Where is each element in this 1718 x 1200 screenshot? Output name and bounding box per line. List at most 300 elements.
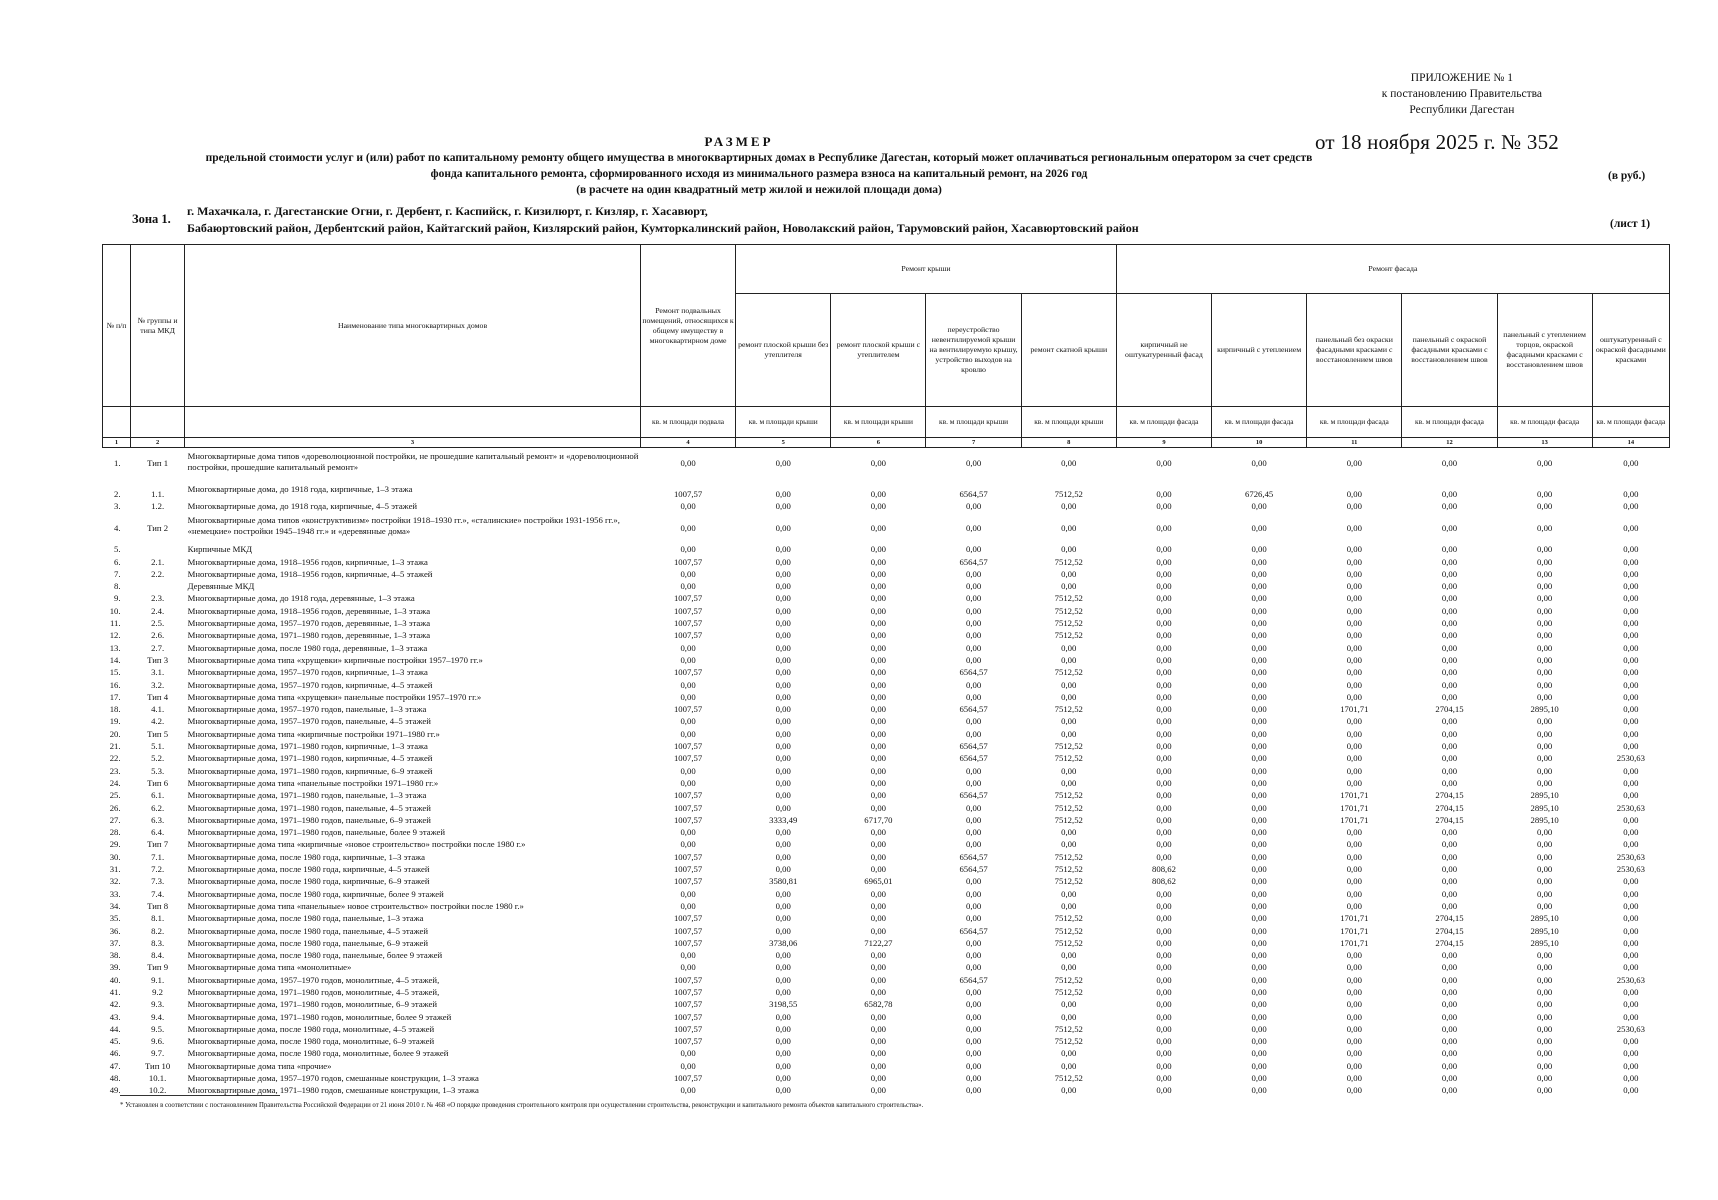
- row-number: 29.: [109, 839, 121, 850]
- row-name: Многоквартирные дома, 1971–1980 годов, кирпичные, 1–3 этажа: [187, 741, 428, 752]
- colnum: 5: [736, 438, 831, 448]
- row-number: 8.: [114, 581, 121, 592]
- row-value: 0,00: [1623, 814, 1639, 825]
- row-value: 2895,10: [1530, 790, 1559, 801]
- row-value: 1007,57: [673, 704, 703, 715]
- sheet-number: (лист 1): [1610, 218, 1651, 230]
- row-value: 0,00: [1623, 900, 1639, 911]
- row-name: Многоквартирные дома, 1971–1980 годов, монолитные, более 9 этажей: [187, 1011, 452, 1022]
- row-number: 1.: [114, 458, 121, 469]
- row-number: 15.: [109, 667, 121, 678]
- row-value: 0,00: [1537, 642, 1553, 653]
- row-value: 0,00: [1251, 544, 1267, 555]
- row-value: 0,00: [1537, 501, 1553, 511]
- row-group: 5.3.: [151, 765, 165, 776]
- row-value: 0,00: [680, 691, 696, 702]
- row-value: 0,00: [1441, 716, 1458, 727]
- row-value: 6564,57: [959, 851, 988, 862]
- row-value: 0,00: [775, 802, 791, 813]
- row-value: 0,00: [1251, 568, 1267, 579]
- row-value: 0,00: [1346, 593, 1362, 604]
- row-value: 0,00: [680, 900, 696, 911]
- row-value: 0,00: [870, 667, 886, 678]
- row-value: 0,00: [775, 986, 791, 997]
- row-value: 0,00: [1537, 728, 1553, 739]
- row-value: 0,00: [1346, 962, 1362, 973]
- row-name: Многоквартирные дома, 1971–1980 годов, монолитные, 6–9 этажей: [187, 999, 438, 1010]
- row-value: 0,00: [1441, 618, 1458, 629]
- row-value: 0,00: [965, 728, 982, 739]
- row-value: 0,00: [1251, 900, 1267, 911]
- row-value: 0,00: [1441, 777, 1458, 788]
- row-value: 0,00: [870, 888, 886, 899]
- row-value: 0,00: [1251, 458, 1267, 469]
- row-group: 9.2: [152, 986, 164, 997]
- row-value: 3333,49: [769, 814, 798, 825]
- row-value: 0,00: [1061, 1060, 1077, 1071]
- row-value: 0,00: [1623, 1048, 1639, 1059]
- row-value: 0,00: [775, 753, 791, 764]
- row-value: 0,00: [680, 501, 696, 511]
- row-value: 0,00: [775, 851, 791, 862]
- row-value: 0,00: [1251, 1036, 1267, 1047]
- row-value: 0,00: [1537, 950, 1553, 961]
- row-name: Многоквартирные дома, после 1980 года, панельные, 1–3 этажа: [187, 913, 424, 924]
- row-value: 0,00: [775, 1011, 791, 1022]
- row-value: 0,00: [1156, 851, 1172, 862]
- row-value: 7512,52: [1054, 1073, 1083, 1084]
- row-value: 0,00: [1251, 741, 1267, 752]
- row-value: 7512,52: [1054, 593, 1083, 604]
- unit-blank1: [103, 407, 131, 438]
- row-value: 0,00: [870, 741, 886, 752]
- row-value: 0,00: [680, 1048, 696, 1059]
- row-value: 1701,71: [1340, 913, 1369, 924]
- row-value: 0,00: [1623, 1060, 1639, 1071]
- row-value: 0,00: [1156, 1023, 1172, 1034]
- row-value: 0,00: [775, 691, 791, 702]
- row-value: 0,00: [1623, 999, 1639, 1010]
- row-value: 1007,57: [673, 618, 703, 629]
- row-name: Многоквартирные дома, 1957–1970 годов, панельные, 1–3 этажа: [187, 704, 427, 715]
- row-name: Многоквартирные дома типа «хрущевки» панельные постройки 1957–1970 гг.»: [187, 691, 482, 702]
- row-value: 0,00: [870, 704, 886, 715]
- row-value: 0,00: [1537, 667, 1553, 678]
- table-row: [103, 580, 1670, 592]
- row-number: 42.: [109, 999, 121, 1010]
- row-group: 4.1.: [151, 704, 165, 715]
- row-group: 2.2.: [151, 568, 165, 579]
- row-value: 0,00: [965, 1048, 982, 1059]
- row-group: 9.3.: [151, 999, 165, 1010]
- row-value: 0,00: [1156, 691, 1172, 702]
- row-value: 0,00: [965, 568, 982, 579]
- row-value: 6564,57: [959, 790, 988, 801]
- row-value: 0,00: [680, 1060, 696, 1071]
- row-value: 0,00: [965, 630, 982, 641]
- row-group: 5.2.: [151, 753, 165, 764]
- row-value: 0,00: [1537, 568, 1553, 579]
- row-name: Многоквартирные дома типа «кирпичные постройки 1971–1980 гг.»: [187, 728, 440, 739]
- unit-col14: кв. м площади фасада: [1592, 407, 1669, 438]
- row-number: 34.: [109, 900, 121, 911]
- row-group: 6.4.: [151, 827, 165, 838]
- table-row: [103, 556, 1670, 568]
- row-value: 2530,63: [1616, 1023, 1645, 1034]
- row-group: Тип 5: [147, 728, 169, 739]
- row-value: 0,00: [965, 654, 982, 665]
- row-value: 0,00: [680, 777, 696, 788]
- row-value: 0,00: [965, 1073, 982, 1084]
- row-value: 0,00: [1346, 741, 1362, 752]
- row-value: 1701,71: [1340, 790, 1369, 801]
- row-value: 0,00: [870, 962, 886, 973]
- row-value: 0,00: [1441, 458, 1458, 469]
- colnum: 8: [1021, 438, 1116, 448]
- row-value: 1007,57: [673, 1011, 703, 1022]
- row-value: 0,00: [775, 962, 791, 973]
- table-row: [103, 900, 1670, 912]
- header-col11: панельный без окраски фасадными красками с восстановлением швов: [1307, 294, 1402, 407]
- row-name: Многоквартирные дома, 1918–1956 годов, деревянные, 1–3 этажа: [187, 605, 431, 616]
- row-value: 0,00: [775, 741, 791, 752]
- row-value: 0,00: [775, 1048, 791, 1059]
- row-value: 0,00: [1623, 1073, 1639, 1084]
- row-number: 12.: [109, 630, 121, 641]
- row-value: 0,00: [870, 691, 886, 702]
- header-name: Наименование типа многоквартирных домов: [185, 245, 641, 407]
- row-value: 0,00: [870, 605, 886, 616]
- row-group: Тип 8: [147, 900, 169, 911]
- row-value: 0,00: [1251, 790, 1267, 801]
- row-value: 7512,52: [1054, 605, 1083, 616]
- row-value: 0,00: [870, 593, 886, 604]
- appendix-line3: Республики Дагестан: [1409, 104, 1515, 116]
- row-value: 0,00: [1156, 765, 1172, 776]
- unit-col7: кв. м площади крыши: [926, 407, 1021, 438]
- row-number: 11.: [110, 618, 121, 629]
- row-value: 7512,52: [1054, 925, 1083, 936]
- table-row: [103, 863, 1670, 875]
- colnum: 9: [1116, 438, 1211, 448]
- row-value: 0,00: [1156, 913, 1172, 924]
- row-value: 0,00: [775, 458, 791, 469]
- row-value: 7512,52: [1054, 974, 1083, 985]
- appendix-line2: к постановлению Правительства: [1381, 88, 1542, 100]
- row-group: Тип 3: [147, 654, 169, 665]
- row-value: 0,00: [1251, 556, 1267, 567]
- row-value: 0,00: [1346, 654, 1362, 665]
- row-value: 0,00: [1156, 1048, 1172, 1059]
- row-value: 0,00: [965, 1060, 982, 1071]
- row-value: 0,00: [1441, 962, 1458, 973]
- unit-blank3: [185, 407, 641, 438]
- row-group: 8.4.: [151, 950, 165, 961]
- row-value: 0,00: [1623, 888, 1639, 899]
- appendix-line1: ПРИЛОЖЕНИЕ № 1: [1410, 72, 1514, 84]
- row-value: 0,00: [1623, 1085, 1639, 1096]
- table-row: [103, 1011, 1670, 1023]
- row-value: 7122,27: [864, 937, 893, 948]
- row-value: 0,00: [1623, 986, 1639, 997]
- row-value: 0,00: [1441, 1011, 1458, 1022]
- row-value: 0,00: [775, 568, 791, 579]
- row-value: 0,00: [965, 962, 982, 973]
- row-value: 0,00: [965, 888, 982, 899]
- row-value: 3580,81: [769, 876, 798, 887]
- row-value: 0,00: [1441, 522, 1458, 533]
- row-value: 0,00: [1537, 618, 1553, 629]
- row-value: 0,00: [1346, 839, 1362, 850]
- row-value: 0,00: [1156, 679, 1172, 690]
- row-value: 0,00: [775, 765, 791, 776]
- row-value: 1007,57: [673, 1023, 703, 1034]
- row-name: Кирпичные МКД: [187, 544, 253, 555]
- row-value: 0,00: [775, 501, 791, 511]
- row-value: 0,00: [1156, 728, 1172, 739]
- table-row: [103, 802, 1670, 814]
- unit-col11: кв. м площади фасада: [1307, 407, 1402, 438]
- row-value: 0,00: [1623, 691, 1639, 702]
- row-value: 0,00: [965, 900, 982, 911]
- row-number: 26.: [109, 802, 121, 813]
- row-value: 1007,57: [673, 753, 703, 764]
- row-value: 0,00: [870, 851, 886, 862]
- row-number: 16.: [109, 679, 121, 690]
- row-value: 0,00: [1156, 900, 1172, 911]
- row-group: Тип 4: [147, 691, 169, 702]
- row-name: Многоквартирные дома, после 1980 года, монолитные, более 9 этажей: [187, 1048, 449, 1059]
- table-row: [103, 512, 1670, 543]
- row-value: 0,00: [1537, 654, 1553, 665]
- row-value: 1007,57: [673, 741, 703, 752]
- row-value: 0,00: [1156, 522, 1172, 533]
- row-value: 0,00: [1441, 741, 1458, 752]
- row-value: 0,00: [1441, 900, 1458, 911]
- row-number: 4.: [114, 522, 121, 533]
- row-value: 0,00: [1623, 667, 1639, 678]
- row-value: 808,62: [1152, 864, 1176, 875]
- row-name: Многоквартирные дома, после 1980 года, кирпичные, 1–3 этажа: [187, 851, 426, 862]
- row-value: 0,00: [1156, 777, 1172, 788]
- row-value: 7512,52: [1054, 937, 1083, 948]
- row-value: 0,00: [1441, 876, 1458, 887]
- table-row: [103, 605, 1670, 617]
- row-value: 0,00: [1346, 999, 1362, 1010]
- row-value: 2704,15: [1435, 814, 1464, 825]
- row-value: 0,00: [965, 814, 982, 825]
- row-value: 0,00: [1441, 488, 1458, 499]
- row-value: 0,00: [775, 790, 791, 801]
- row-value: 0,00: [1251, 728, 1267, 739]
- row-value: 0,00: [1623, 765, 1639, 776]
- row-value: 6965,01: [864, 876, 893, 887]
- row-value: 3738,06: [769, 937, 798, 948]
- row-group: 9.1.: [151, 974, 165, 985]
- row-value: 0,00: [1061, 544, 1077, 555]
- row-name: Многоквартирные дома типа «панельные» новое строительство» постройки после 1980 г.»: [187, 900, 524, 911]
- row-value: 0,00: [1623, 568, 1639, 579]
- row-value: 0,00: [870, 925, 886, 936]
- row-value: 0,00: [775, 839, 791, 850]
- row-value: 0,00: [775, 1085, 791, 1096]
- row-number: 10.: [109, 605, 121, 616]
- header-col12: панельный с окраской фасадными красками с восстановлением швов: [1402, 294, 1497, 407]
- row-value: 0,00: [870, 900, 886, 911]
- row-value: 0,00: [1156, 950, 1172, 961]
- unit-col13: кв. м площади фасада: [1497, 407, 1592, 438]
- row-name: Многоквартирные дома типа «кирпичные «новое строительство» постройки после 1980 г.»: [187, 839, 526, 850]
- row-group: Тип 6: [147, 777, 169, 788]
- row-value: 0,00: [965, 458, 982, 469]
- cost-table: [102, 244, 1670, 1097]
- row-value: 0,00: [1441, 630, 1458, 641]
- row-value: 0,00: [1346, 488, 1362, 499]
- row-value: 0,00: [1623, 790, 1639, 801]
- row-name: Многоквартирные дома, 1957–1970 годов, смешанные конструкции, 1–3 этажа: [187, 1073, 479, 1084]
- row-value: 0,00: [1251, 667, 1267, 678]
- row-value: 0,00: [1346, 679, 1362, 690]
- row-value: 0,00: [1061, 691, 1077, 702]
- row-value: 0,00: [1441, 581, 1458, 592]
- row-value: 0,00: [1623, 925, 1639, 936]
- row-value: 0,00: [870, 716, 886, 727]
- row-value: 0,00: [1156, 925, 1172, 936]
- row-value: 0,00: [1251, 642, 1267, 653]
- row-value: 7512,52: [1054, 741, 1083, 752]
- row-number: 17.: [109, 691, 121, 702]
- row-number: 9.: [114, 593, 121, 604]
- row-name: Многоквартирные дома, после 1980 года, панельные, 4–5 этажей: [187, 925, 428, 936]
- row-value: 0,00: [965, 679, 982, 690]
- row-value: 0,00: [1537, 1023, 1553, 1034]
- row-value: 0,00: [870, 654, 886, 665]
- row-value: 0,00: [870, 618, 886, 629]
- row-number: 48.: [109, 1073, 121, 1084]
- row-value: 0,00: [1251, 814, 1267, 825]
- row-number: 3.: [114, 501, 121, 511]
- row-value: 0,00: [1251, 1023, 1267, 1034]
- row-value: 0,00: [965, 950, 982, 961]
- row-value: 0,00: [1156, 704, 1172, 715]
- row-value: 0,00: [1623, 741, 1639, 752]
- table-row: [103, 752, 1670, 764]
- row-value: 0,00: [1346, 458, 1362, 469]
- row-value: 0,00: [1623, 642, 1639, 653]
- row-value: 0,00: [1346, 864, 1362, 875]
- row-value: 0,00: [1251, 962, 1267, 973]
- row-name: Многоквартирные дома типа «панельные постройки 1971–1980 гг.»: [187, 777, 439, 788]
- row-value: 0,00: [1251, 1048, 1267, 1059]
- row-value: 0,00: [1346, 986, 1362, 997]
- table-row: [103, 666, 1670, 678]
- row-value: 6582,78: [864, 999, 893, 1010]
- row-value: 0,00: [1156, 556, 1172, 567]
- row-value: 0,00: [775, 605, 791, 616]
- table-row: [103, 691, 1670, 703]
- row-name: Многоквартирные дома, 1971–1980 годов, смешанные конструкции, 1–3 этажа: [187, 1085, 479, 1096]
- row-value: 0,00: [1537, 581, 1553, 592]
- row-value: 0,00: [870, 913, 886, 924]
- row-value: 0,00: [1346, 876, 1362, 887]
- row-value: 0,00: [870, 950, 886, 961]
- row-value: 0,00: [1061, 642, 1077, 653]
- header-no: № п/п: [103, 245, 131, 407]
- row-value: 0,00: [870, 1060, 886, 1071]
- row-value: 0,00: [1156, 667, 1172, 678]
- table-row: [103, 1072, 1670, 1084]
- row-value: 0,00: [870, 1023, 886, 1034]
- row-value: 0,00: [1441, 728, 1458, 739]
- row-value: 0,00: [1441, 1023, 1458, 1034]
- table-row: [103, 838, 1670, 850]
- row-value: 0,00: [870, 556, 886, 567]
- table-row: [103, 500, 1670, 512]
- row-value: 0,00: [870, 839, 886, 850]
- row-group: [131, 580, 185, 592]
- unit-blank2: [131, 407, 185, 438]
- row-value: 0,00: [1346, 605, 1362, 616]
- row-value: 0,00: [775, 913, 791, 924]
- row-value: 0,00: [680, 568, 696, 579]
- row-value: 2704,15: [1435, 802, 1464, 813]
- row-number: 36.: [109, 925, 121, 936]
- row-value: 0,00: [870, 679, 886, 690]
- row-group: 5.1.: [151, 741, 165, 752]
- row-value: 0,00: [1346, 568, 1362, 579]
- row-value: 0,00: [1156, 716, 1172, 727]
- row-value: 0,00: [1537, 765, 1553, 776]
- row-value: 0,00: [1537, 1060, 1553, 1071]
- row-value: 6726,45: [1245, 488, 1274, 499]
- header-col13: панельный с утеплением торцов, окраской фасадными красками с восстановлением швов: [1497, 294, 1592, 407]
- row-value: 0,00: [1061, 581, 1077, 592]
- row-value: 0,00: [965, 986, 982, 997]
- row-value: 7512,52: [1054, 986, 1083, 997]
- row-value: 0,00: [1623, 704, 1639, 715]
- currency-note: (в руб.): [1608, 170, 1646, 182]
- row-value: 0,00: [775, 864, 791, 875]
- row-value: 0,00: [1537, 691, 1553, 702]
- row-value: 0,00: [870, 1036, 886, 1047]
- row-value: 0,00: [1623, 501, 1639, 511]
- table-row: [103, 642, 1670, 654]
- row-group: 9.4.: [151, 1011, 165, 1022]
- table-row: [103, 448, 1670, 480]
- row-value: 0,00: [1346, 544, 1362, 555]
- colnum: 12: [1402, 438, 1497, 448]
- row-group: 10.2.: [148, 1085, 167, 1096]
- unit-col5: кв. м площади крыши: [736, 407, 831, 438]
- row-group: 2.1.: [151, 556, 165, 567]
- subtitle-line1: предельной стоимости услуг и (или) работ по капитальному ремонту общего имущества в многоквартирных домах в Республике Дагестан, который может оплачиваться региональным оператором за счет средств: [205, 152, 1313, 164]
- row-value: 0,00: [1346, 950, 1362, 961]
- row-name: Многоквартирные дома, 1957–1970 годов, кирпичные, 1–3 этажа: [187, 667, 428, 678]
- row-value: 0,00: [1537, 630, 1553, 641]
- row-group: 6.2.: [151, 802, 165, 813]
- row-name: Многоквартирные дома типов «дореволюционной постройки, не прошедшие капитальный ремонт» и «дореволюционной постройки, прошедшие капитальный ремонт»: [187, 451, 639, 472]
- table-row: [103, 789, 1670, 801]
- row-value: 0,00: [1061, 950, 1077, 961]
- table-row: [103, 875, 1670, 887]
- row-value: 1007,57: [673, 488, 703, 499]
- row-value: 0,00: [1251, 986, 1267, 997]
- row-value: 0,00: [1623, 654, 1639, 665]
- row-value: 0,00: [1623, 839, 1639, 850]
- row-value: 0,00: [1251, 501, 1267, 511]
- row-number: 33.: [109, 888, 121, 899]
- row-value: 6564,57: [959, 667, 988, 678]
